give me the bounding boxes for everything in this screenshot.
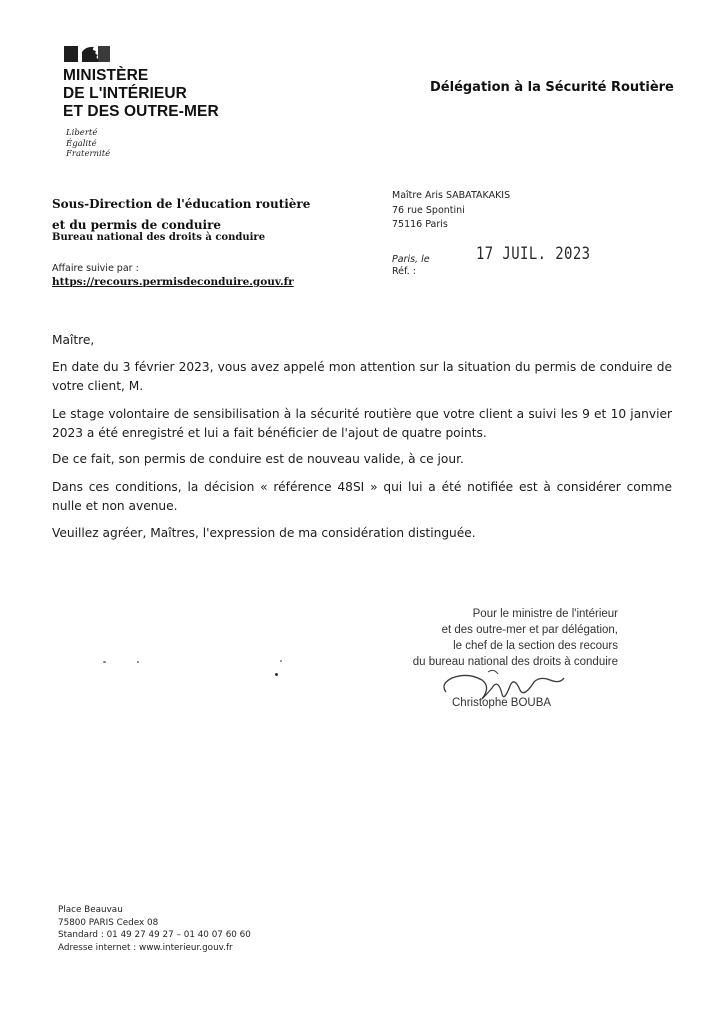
- scan-speck: [275, 673, 278, 676]
- date-stamp: 17 JUIL. 2023: [476, 244, 591, 264]
- marianne-logo-icon: [64, 46, 110, 62]
- signature-block: [388, 606, 618, 670]
- signature-line: Pour le ministre de l'intérieur: [472, 608, 618, 620]
- affaire-label: Affaire suivie par :: [52, 263, 139, 274]
- footer-line: Place Beauvau: [58, 905, 123, 915]
- scan-speck: [280, 660, 282, 662]
- subdirection-line: et du permis de conduire: [52, 218, 222, 232]
- signer-name: Christophe BOUBA: [452, 697, 552, 709]
- ministry-line: MINISTÈRE: [63, 67, 149, 84]
- recours-link[interactable]: https://recours.permisdeconduire.gouv.fr: [52, 276, 294, 288]
- signature-line: et des outre-mer et par délégation,: [441, 624, 618, 636]
- footer-address: [58, 904, 251, 954]
- recipient-address: [392, 189, 510, 233]
- ministry-name: [63, 67, 219, 121]
- body-paragraph: Dans ces conditions, la décision « référence 48SI » qui lui a été notifiée est à considérer comme nulle et non avenue.: [52, 480, 672, 513]
- motto-line: Égalité: [66, 138, 97, 149]
- salutation: Maître,: [52, 333, 95, 347]
- footer-line: 75800 PARIS Cedex 08: [58, 917, 159, 928]
- signature-line: du bureau national des droits à conduire: [412, 656, 618, 668]
- body-paragraph: En date du 3 février 2023, vous avez appelé mon attention sur la situation du permis de conduire de votre client, M.: [52, 360, 672, 393]
- subdirection-name: [52, 194, 310, 236]
- ministry-line: ET DES OUTRE-MER: [63, 103, 219, 120]
- body-paragraph: Le stage volontaire de sensibilisation à la sécurité routière que votre client a suivi les 9 et 10 janvier 2023 a été enregistré et lui a fait bénéficier de l'ajout de quatre points.: [52, 407, 672, 440]
- scan-speck: [137, 661, 139, 663]
- delegation-title: Délégation à la Sécurité Routière: [430, 80, 674, 95]
- scan-speck: [103, 661, 106, 663]
- signature-line: le chef de la section des recours: [453, 640, 618, 652]
- motto-line: Liberté: [66, 128, 98, 138]
- footer-line: Adresse internet : www.interieur.gouv.fr: [58, 942, 233, 953]
- bureau-name: Bureau national des droits à conduire: [52, 232, 266, 243]
- closing-paragraph: Veuillez agréer, Maîtres, l'expression de ma considération distinguée.: [52, 526, 476, 540]
- recipient-name: Maître Aris SABATAKAKIS: [392, 190, 511, 201]
- recipient-street: 76 rue Spontini: [392, 204, 465, 216]
- ministry-line: DE L'INTÉRIEUR: [63, 85, 187, 102]
- recipient-city: 75116 Paris: [392, 219, 448, 230]
- place-label: Paris, le: [392, 254, 430, 265]
- body-paragraph: De ce fait, son permis de conduire est de nouveau valide, à ce jour.: [52, 452, 464, 466]
- republic-motto: [66, 128, 110, 160]
- subdirection-line: Sous-Direction de l'éducation routière: [52, 197, 311, 211]
- motto-line: Fraternité: [66, 149, 111, 159]
- reference-label: Réf. :: [392, 266, 416, 277]
- footer-line: Standard : 01 49 27 49 27 – 01 40 07 60 60: [58, 930, 251, 940]
